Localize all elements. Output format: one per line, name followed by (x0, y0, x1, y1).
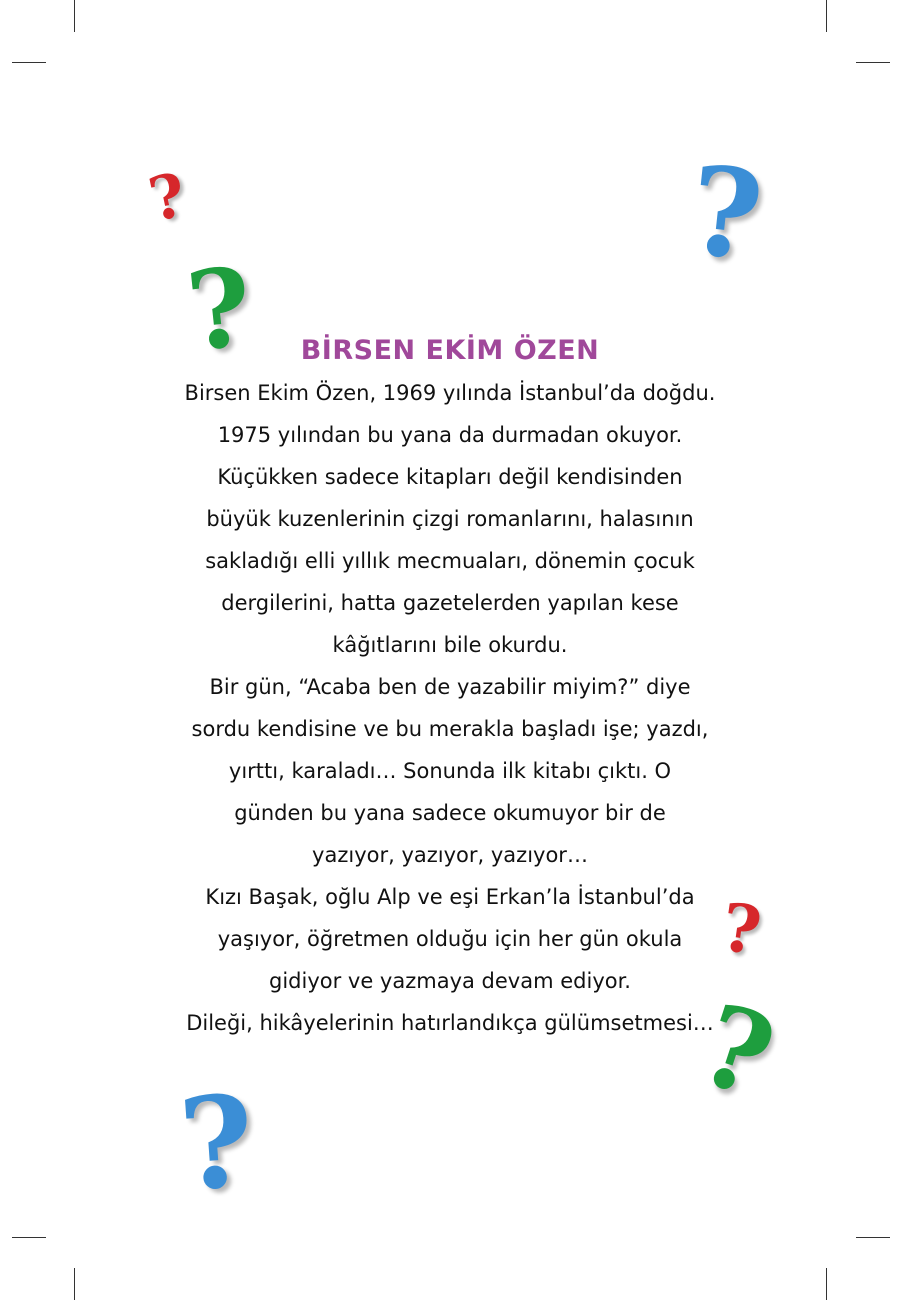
blue-question-mark-icon: ? (174, 1066, 259, 1220)
crop-mark (856, 1237, 890, 1238)
red-question-mark-icon: ? (143, 160, 193, 236)
green-question-mark-icon: ? (685, 979, 789, 1124)
crop-mark (826, 0, 827, 32)
bio-line: Dileği, hikâyelerinin hatırlandıkça gülümsetmesi… (186, 1011, 714, 1035)
bio-line: Küçükken sadece kitapları değil kendisinden (217, 465, 683, 489)
green-question-mark-icon: ? (181, 244, 258, 376)
bio-line: kâğıtlarını bile okurdu. (332, 633, 568, 657)
crop-mark (826, 1268, 827, 1300)
author-bio (150, 332, 750, 1044)
bio-line: Kızı Başak, oğlu Alp ve eşi Erkan’la İstanbul’da (205, 885, 695, 909)
bio-line: sakladığı elli yıllık mecmuaları, dönemin çocuk (205, 549, 695, 573)
bio-line: yaşıyor, öğretmen olduğu için her gün okula (217, 927, 683, 951)
red-question-mark-icon: ? (716, 887, 766, 971)
bio-line: sordu kendisine ve bu merakla başladı işe; yazdı, (191, 717, 709, 741)
bio-line: yazıyor, yazıyor, yazıyor… (312, 843, 588, 867)
crop-mark (74, 0, 75, 32)
crop-mark (12, 62, 46, 63)
crop-mark (856, 62, 890, 63)
bio-line: büyük kuzenlerinin çizgi romanlarını, halasının (206, 507, 694, 531)
crop-mark (74, 1268, 75, 1300)
bio-line: dergilerini, hatta gazetelerden yapılan kese (221, 591, 679, 615)
bio-line: gidiyor ve yazmaya devam ediyor. (269, 969, 631, 993)
bio-line: yırttı, karaladı… Sonunda ilk kitabı çıktı. O (228, 759, 672, 783)
blue-question-mark-icon: ? (682, 137, 769, 289)
bio-line: Bir gün, “Acaba ben de yazabilir miyim?” diye (209, 675, 691, 699)
bio-line: Birsen Ekim Özen, 1969 yılında İstanbul’da doğdu. (184, 381, 716, 405)
bio-line: günden bu yana sadece okumuyor bir de (234, 801, 666, 825)
crop-mark (12, 1237, 46, 1238)
page-title: BİRSEN EKİM ÖZEN (300, 335, 600, 366)
bio-line: 1975 yılından bu yana da durmadan okuyor. (217, 423, 683, 447)
